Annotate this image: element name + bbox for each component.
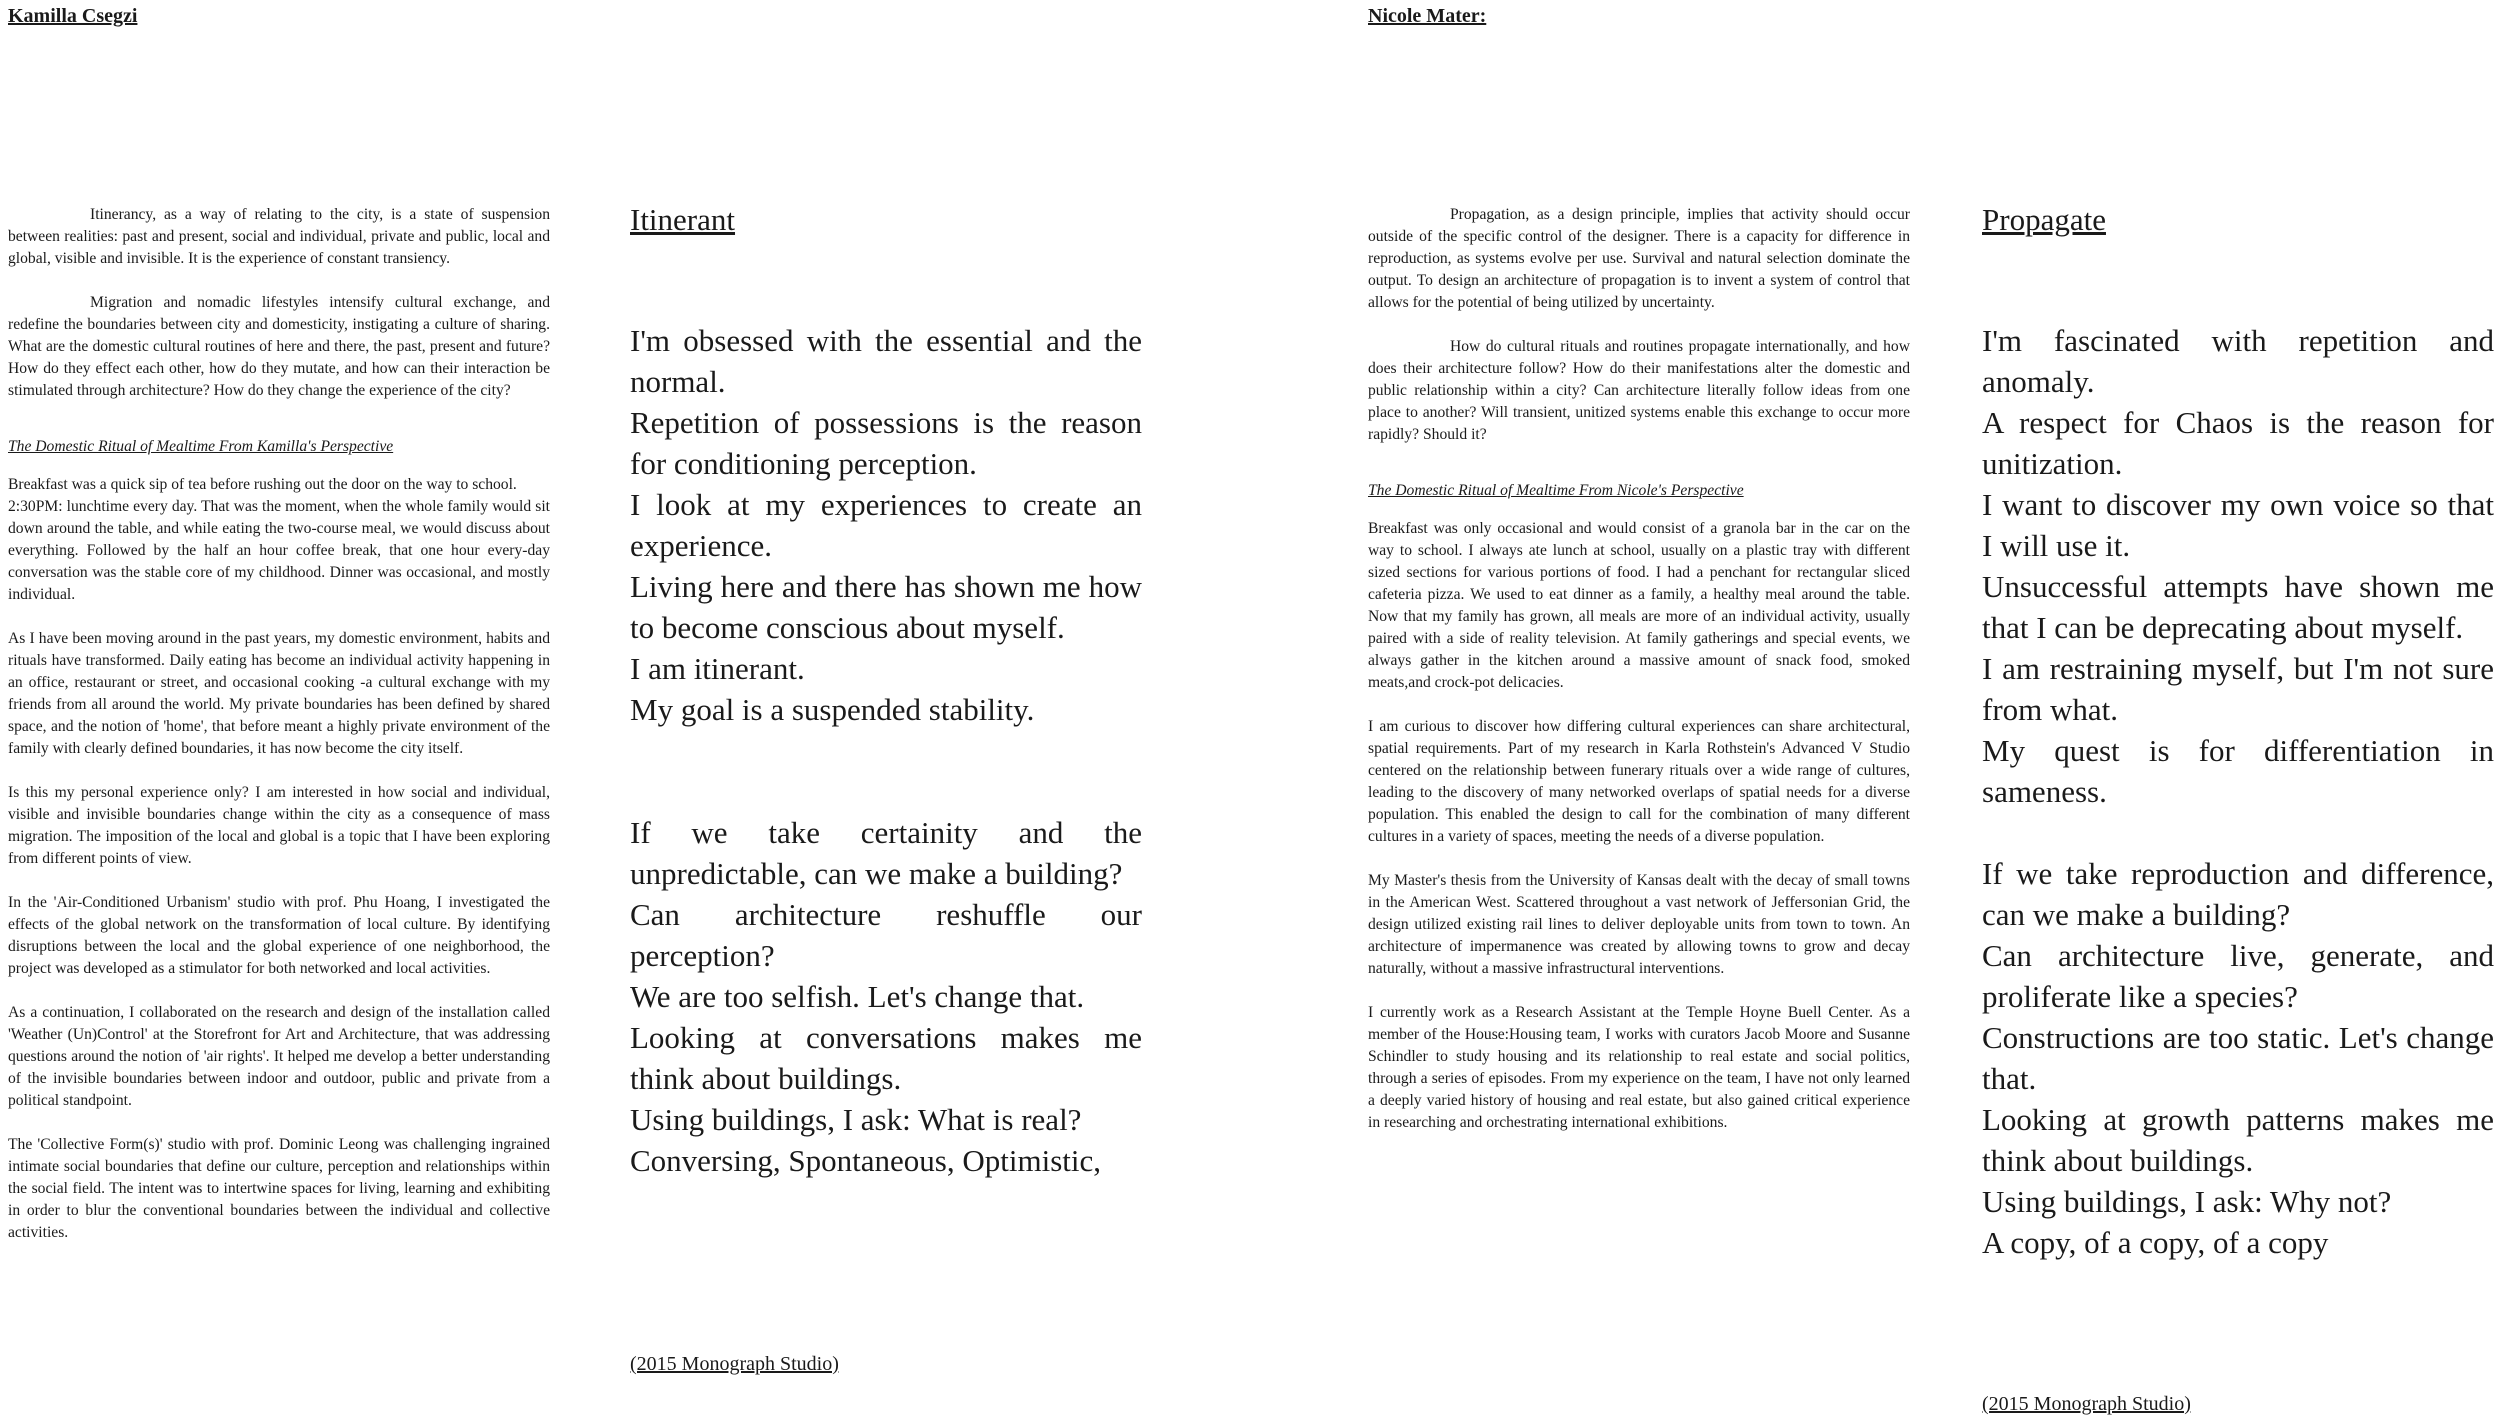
statement-line: I look at my experiences to create an experience. bbox=[630, 487, 1142, 563]
body-paragraph: I currently work as a Research Assistant at the Temple Hoyne Buell Center. As a member of the House:Housing team, I works with curators Jacob Moore and Susanne Schindler to study housing and its relationship to real estate and social politics, through a series of episodes. From my experience on the team, I have not only learned a deeply varied history of housing and real estate, but also gained critical experience in researching and orchestrating international exhibitions. bbox=[1368, 1004, 1910, 1131]
statement-line: A copy, of a copy, of a copy bbox=[1982, 1225, 2329, 1260]
body-paragraph: I am curious to discover how differing cultural experiences can share architectural, spatial requirements. Part of my research in Karla Rothstein's Advanced V Studio centered on the relationship between funerary rituals over a wide range of cultures, leading to the discovery of many networked overlaps of spatial needs for a diverse population. This enabled the design to call for the combination of many different cultures in a variety of spaces, meeting the needs of a diverse population. bbox=[1368, 718, 1910, 845]
body-paragraph: As a continuation, I collaborated on the research and design of the installation called 'Weather (Un)Control' at the Storefront for Art and Architecture, that was addressing questions around the notion of 'air rights'. It helped me develop a better understanding of the invisible boundaries between indoor and outdoor, public and private from a political standpoint. bbox=[8, 1004, 550, 1109]
statement-line: My quest is for differentiation in sameness. bbox=[1982, 733, 2494, 809]
studio-footer-left: (2015 Monograph Studio) bbox=[630, 1353, 839, 1375]
statement-line: Living here and there has shown me how to become conscious about myself. bbox=[630, 569, 1142, 645]
statement-line: I'm fascinated with repetition and anomaly. bbox=[1982, 323, 2494, 399]
body-paragraph: Breakfast was a quick sip of tea before rushing out the door on the way to school. bbox=[8, 476, 517, 493]
statement-line: Looking at growth patterns makes me think about buildings. bbox=[1982, 1102, 2494, 1178]
statement-line: Constructions are too static. Let's change that. bbox=[1982, 1020, 2494, 1096]
body-paragraph: The 'Collective Form(s)' studio with prof. Dominic Leong was challenging ingrained intimate social boundaries that define our culture, perception and relationships within the social field. The intent was to intertwine spaces for living, learning and exhibiting in order to blur the conventional boundaries between the individual and collective activities. bbox=[8, 1136, 550, 1241]
statement-line: Using buildings, I ask: What is real? bbox=[630, 1102, 1082, 1137]
body-paragraph: In the 'Air-Conditioned Urbanism' studio with prof. Phu Hoang, I investigated the effects of the global network on the transformation of local culture. By identifying disruptions between the local and the global experience of one neighborhood, the project was developed as a stimulator for both networked and local activities. bbox=[8, 894, 550, 977]
stanza-gap bbox=[630, 771, 1142, 812]
statement-line: I want to discover my own voice so that I will use it. bbox=[1982, 487, 2494, 563]
body-paragraph: My Master's thesis from the University of Kansas dealt with the decay of small towns in the American West. Scattered throughout a vast network of Jeffersonian Grid, the design utilized existing rail lines to deliver deployable units from town to town. An architecture of impermanence was created by allowing towns to grow and decay naturally, without a massive infrastructural interventions. bbox=[1368, 872, 1910, 977]
statement-line: I am itinerant. bbox=[630, 651, 805, 686]
statement-line: A respect for Chaos is the reason for unitization. bbox=[1982, 405, 2494, 481]
author-name-left: Kamilla Csegzi bbox=[8, 5, 138, 27]
statement-line: If we take certainity and the unpredictable, can we make a building? bbox=[630, 815, 1142, 891]
studio-footer-right: (2015 Monograph Studio) bbox=[1982, 1393, 2191, 1415]
statement-line: Conversing, Spontaneous, Optimistic, bbox=[630, 1143, 1102, 1178]
author-name-right: Nicole Mater: bbox=[1368, 5, 1487, 27]
intro-paragraph: Itinerancy, as a way of relating to the city, is a state of suspension between realities: past and present, social and individual, private and public, local and global, visible and invisible. It is the experience of constant transiency. bbox=[8, 206, 550, 267]
essay-subheading: The Domestic Ritual of Mealtime From Kamilla's Perspective bbox=[8, 438, 394, 455]
body-paragraph: Breakfast was only occasional and would consist of a granola bar in the car on the way to school. I always ate lunch at school, usually on a plastic tray with different sized sections for various portions of food. I had a penchant for rectangular sliced cafeteria pizza. We used to eat dinner as a family, a healthy meal around the table. Now that my family has grown, all meals are more of an individual activity, usually paired with a side of reality television. At family gatherings and special events, we always gather in the kitchen around a massive amount of snack food, smoked meats,and crock-pot delicacies. bbox=[1368, 520, 1910, 691]
essay-subheading: The Domestic Ritual of Mealtime From Nicole's Perspective bbox=[1368, 482, 1744, 499]
statement-line: I am restraining myself, but I'm not sure from what. bbox=[1982, 651, 2494, 727]
statement-line: Can architecture live, generate, and proliferate like a species? bbox=[1982, 938, 2494, 1014]
body-paragraph: Is this my personal experience only? I am interested in how social and individual, visible and invisible boundaries change within the city as a consequence of mass migration. The imposition of the local and global is a topic that I have been exploring from different points of view. bbox=[8, 784, 550, 867]
intro-paragraph: Propagation, as a design principle, implies that activity should occur outside of the specific control of the designer. There is a capacity for difference in reproduction, as systems evolve per use. Survival and natural selection dominate the output. To design an architecture of propagation is to invent a system of control that allows for the potential of being utilized by uncertainty. bbox=[1368, 206, 1910, 311]
statement-line: Repetition of possessions is the reason for conditioning perception. bbox=[630, 405, 1142, 481]
statement-column-right bbox=[1982, 199, 2494, 1263]
body-paragraph: As I have been moving around in the past years, my domestic environment, habits and rituals have transformed. Daily eating has become an individual activity happening in an office, restaurant or street, and occasional cooking -a cultural exchange with my friends from all around the world. My private boundaries has been defined by shared space, and the notion of 'home', that before meant a highly private environment of the family with clearly defined boundaries, it has now become the city itself. bbox=[8, 630, 550, 757]
statement-title: Itinerant bbox=[630, 202, 736, 237]
statement-line: Can architecture reshuffle our perception? bbox=[630, 897, 1142, 973]
essay-column-left bbox=[8, 204, 550, 1266]
statement-column-left bbox=[630, 199, 1142, 1181]
intro-paragraph: How do cultural rituals and routines propagate internationally, and how does their architecture follow? How do their manifestations alter the domestic and public relationship within a city? Can architecture literally follow ideas from one place to another? Will transient, unitized systems enable this exchange to occur more rapidly? Should it? bbox=[1368, 338, 1910, 443]
statement-line: I'm obsessed with the essential and the normal. bbox=[630, 323, 1142, 399]
statement-line: Looking at conversations makes me think about buildings. bbox=[630, 1020, 1142, 1096]
body-paragraph: 2:30PM: lunchtime every day. That was the moment, when the whole family would sit down around the table, and while eating the two-course meal, we would discuss about everything. Followed by the half an hour coffee break, that one hour every-day conversation was the stable core of my childhood. Dinner was occasional, and mostly individual. bbox=[8, 498, 550, 603]
stanza-gap bbox=[1982, 812, 2494, 853]
statement-line: If we take reproduction and difference, can we make a building? bbox=[1982, 856, 2494, 932]
statement-line: We are too selfish. Let's change that. bbox=[630, 979, 1085, 1014]
intro-paragraph: Migration and nomadic lifestyles intensify cultural exchange, and redefine the boundaries between city and domesticity, instigating a culture of sharing. What are the domestic cultural routines of here and there, the past, present and future? How do they effect each other, how do they mutate, and how can their interaction be stimulated through architecture? How do they change the experience of the city? bbox=[8, 294, 550, 399]
statement-line: Unsuccessful attempts have shown me that I can be deprecating about myself. bbox=[1982, 569, 2494, 645]
statement-line: Using buildings, I ask: Why not? bbox=[1982, 1184, 2392, 1219]
stanza-gap bbox=[630, 730, 1142, 771]
statement-title: Propagate bbox=[1982, 202, 2106, 237]
statement-line: My goal is a suspended stability. bbox=[630, 692, 1035, 727]
essay-column-right bbox=[1368, 204, 1910, 1156]
